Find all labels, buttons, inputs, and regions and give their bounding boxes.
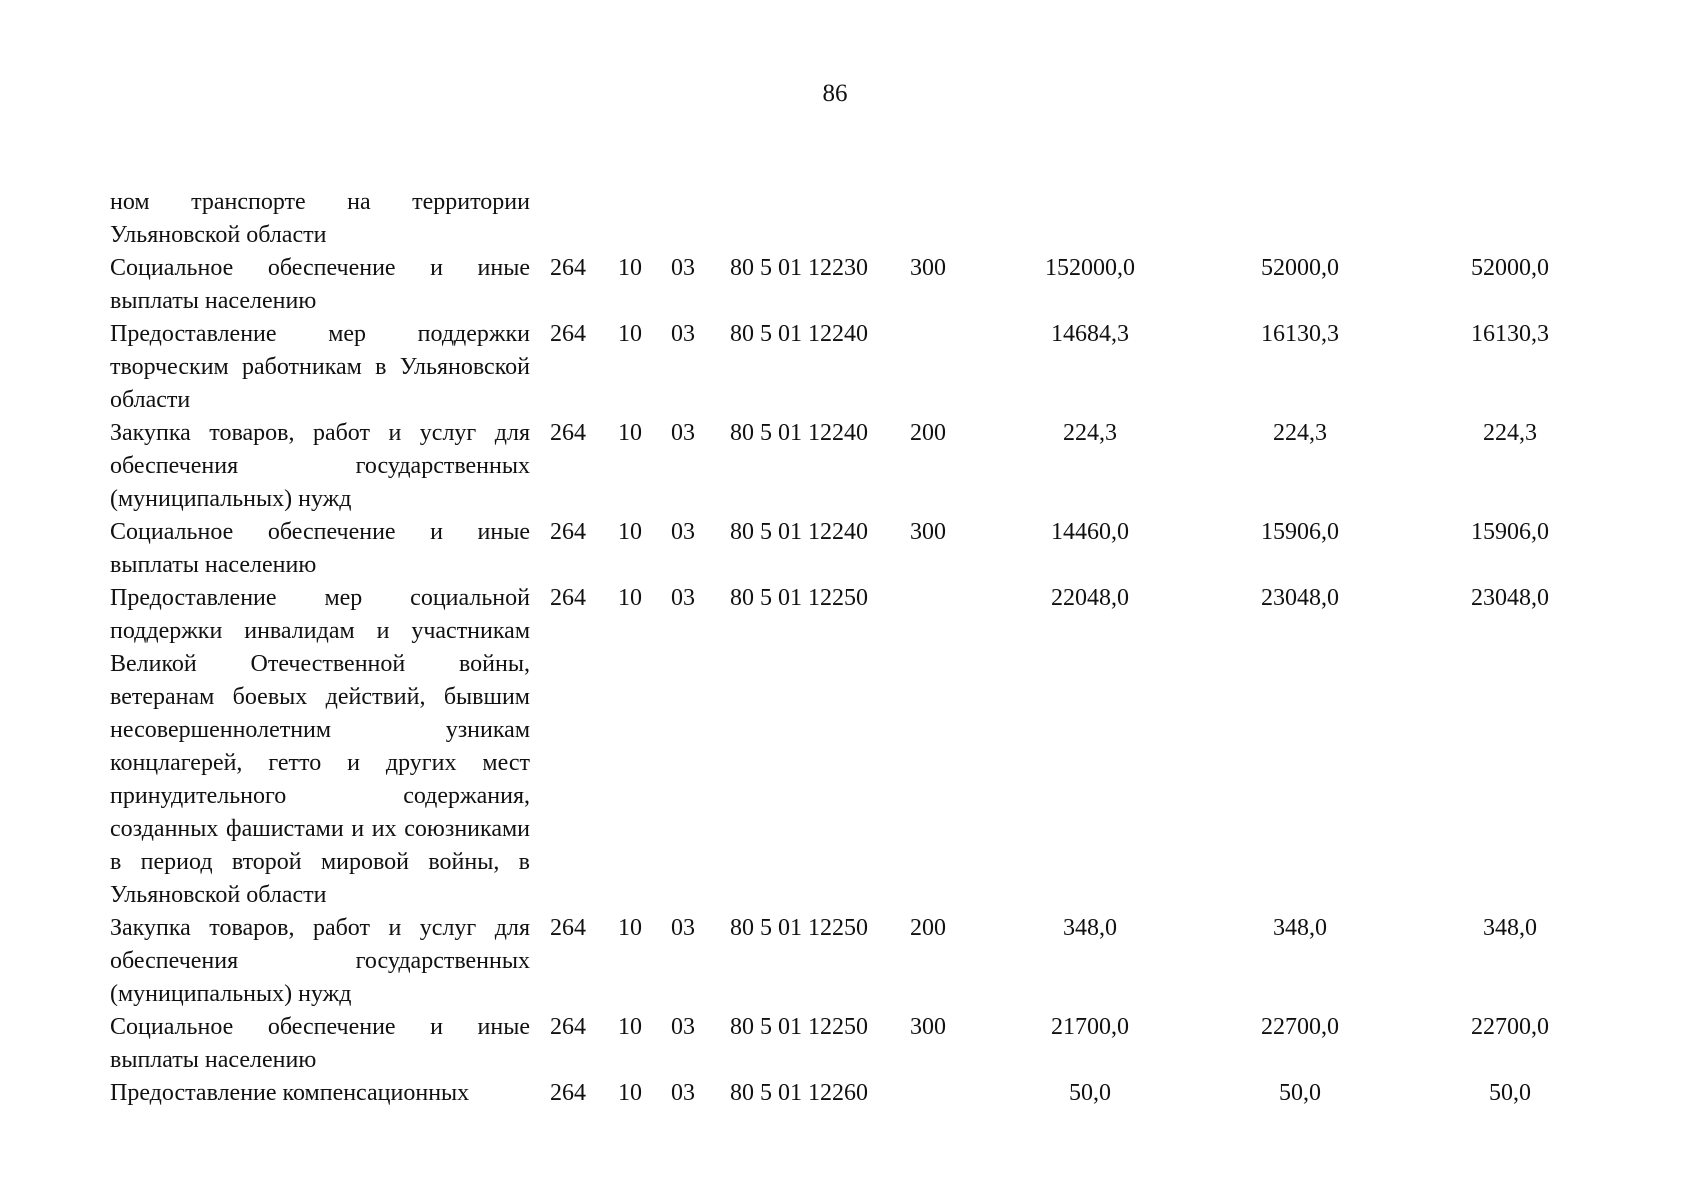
budget-table [110, 186, 1549, 1110]
section-code: 10 [618, 321, 642, 347]
amount-year-1: 14684,3 [1051, 321, 1129, 347]
amount-year-1: 14460,0 [1051, 519, 1129, 545]
amount-year-3: 348,0 [1483, 915, 1537, 941]
amount-year-3: 23048,0 [1471, 585, 1549, 611]
section-code: 10 [618, 1080, 642, 1106]
amount-year-3: 52000,0 [1471, 255, 1549, 281]
row-description: Закупка товаров, работ и услуг для обеспечения государственных (муниципальных) нужд [110, 420, 530, 512]
grbs-code: 264 [550, 585, 586, 611]
amount-year-1: 22048,0 [1051, 585, 1129, 611]
section-code: 10 [618, 255, 642, 281]
amount-year-2: 23048,0 [1261, 585, 1339, 611]
target-article-code: 80 5 01 12250 [730, 915, 868, 941]
amount-year-3: 50,0 [1489, 1080, 1531, 1106]
target-article-code: 80 5 01 12260 [730, 1080, 868, 1106]
subsection-code: 03 [671, 585, 695, 611]
amount-year-1: 224,3 [1063, 420, 1117, 446]
table-row [110, 582, 1549, 912]
page-number: 86 [822, 80, 848, 107]
row-description: ном транспорте на территории Ульяновской области [110, 189, 530, 248]
row-description: Социальное обеспечение и иные выплаты населению [110, 255, 530, 314]
table-row [110, 516, 1549, 582]
grbs-code: 264 [550, 519, 586, 545]
subsection-code: 03 [671, 915, 695, 941]
grbs-code: 264 [550, 1080, 586, 1106]
grbs-code: 264 [550, 255, 586, 281]
table-row [110, 318, 1549, 417]
section-code: 10 [618, 519, 642, 545]
amount-year-1: 348,0 [1063, 915, 1117, 941]
amount-year-2: 16130,3 [1261, 321, 1339, 347]
amount-year-1: 152000,0 [1045, 255, 1135, 281]
amount-year-2: 52000,0 [1261, 255, 1339, 281]
subsection-code: 03 [671, 255, 695, 281]
target-article-code: 80 5 01 12250 [730, 1014, 868, 1040]
amount-year-3: 15906,0 [1471, 519, 1549, 545]
table-row [110, 186, 530, 252]
target-article-code: 80 5 01 12240 [730, 420, 868, 446]
grbs-code: 264 [550, 420, 586, 446]
section-code: 10 [618, 585, 642, 611]
table-row [110, 1011, 1549, 1077]
target-article-code: 80 5 01 12230 [730, 255, 868, 281]
row-description: Социальное обеспечение и иные выплаты населению [110, 1014, 530, 1073]
expense-type-code: 300 [910, 255, 946, 281]
amount-year-2: 22700,0 [1261, 1014, 1339, 1040]
amount-year-3: 22700,0 [1471, 1014, 1549, 1040]
amount-year-1: 21700,0 [1051, 1014, 1129, 1040]
target-article-code: 80 5 01 12250 [730, 585, 868, 611]
subsection-code: 03 [671, 420, 695, 446]
row-description: Закупка товаров, работ и услуг для обеспечения государственных (муниципальных) нужд [110, 915, 530, 1007]
table-row [110, 912, 1537, 1011]
expense-type-code: 300 [910, 1014, 946, 1040]
grbs-code: 264 [550, 1014, 586, 1040]
target-article-code: 80 5 01 12240 [730, 519, 868, 545]
subsection-code: 03 [671, 1014, 695, 1040]
grbs-code: 264 [550, 915, 586, 941]
expense-type-code: 300 [910, 519, 946, 545]
row-description: Предоставление компенсационных [110, 1080, 470, 1106]
subsection-code: 03 [671, 321, 695, 347]
amount-year-2: 50,0 [1279, 1080, 1321, 1106]
section-code: 10 [618, 420, 642, 446]
section-code: 10 [618, 1014, 642, 1040]
subsection-code: 03 [671, 519, 695, 545]
amount-year-2: 348,0 [1273, 915, 1327, 941]
target-article-code: 80 5 01 12240 [730, 321, 868, 347]
section-code: 10 [618, 915, 642, 941]
expense-type-code: 200 [910, 915, 946, 941]
row-description: Предоставление мер поддержки творческим работникам в Ульяновской области [110, 321, 530, 413]
table-row [110, 252, 1549, 318]
amount-year-2: 224,3 [1273, 420, 1327, 446]
subsection-code: 03 [671, 1080, 695, 1106]
amount-year-1: 50,0 [1069, 1080, 1111, 1106]
grbs-code: 264 [550, 321, 586, 347]
amount-year-3: 224,3 [1483, 420, 1537, 446]
amount-year-2: 15906,0 [1261, 519, 1339, 545]
expense-type-code: 200 [910, 420, 946, 446]
row-description: Социальное обеспечение и иные выплаты населению [110, 519, 530, 578]
amount-year-3: 16130,3 [1471, 321, 1549, 347]
table-row [110, 1077, 1531, 1110]
row-description: Предоставление мер социальной поддержки инвалидам и участникам Великой Отечественной войны, ветеранам боевых действий, бывшим несовершеннолетним узникам концлагерей, гетто и других мест принудительного содержания, созданных фашистами и их союзниками в период второй мировой войны, в Ульяновской области [110, 585, 530, 908]
table-row [110, 417, 1537, 516]
